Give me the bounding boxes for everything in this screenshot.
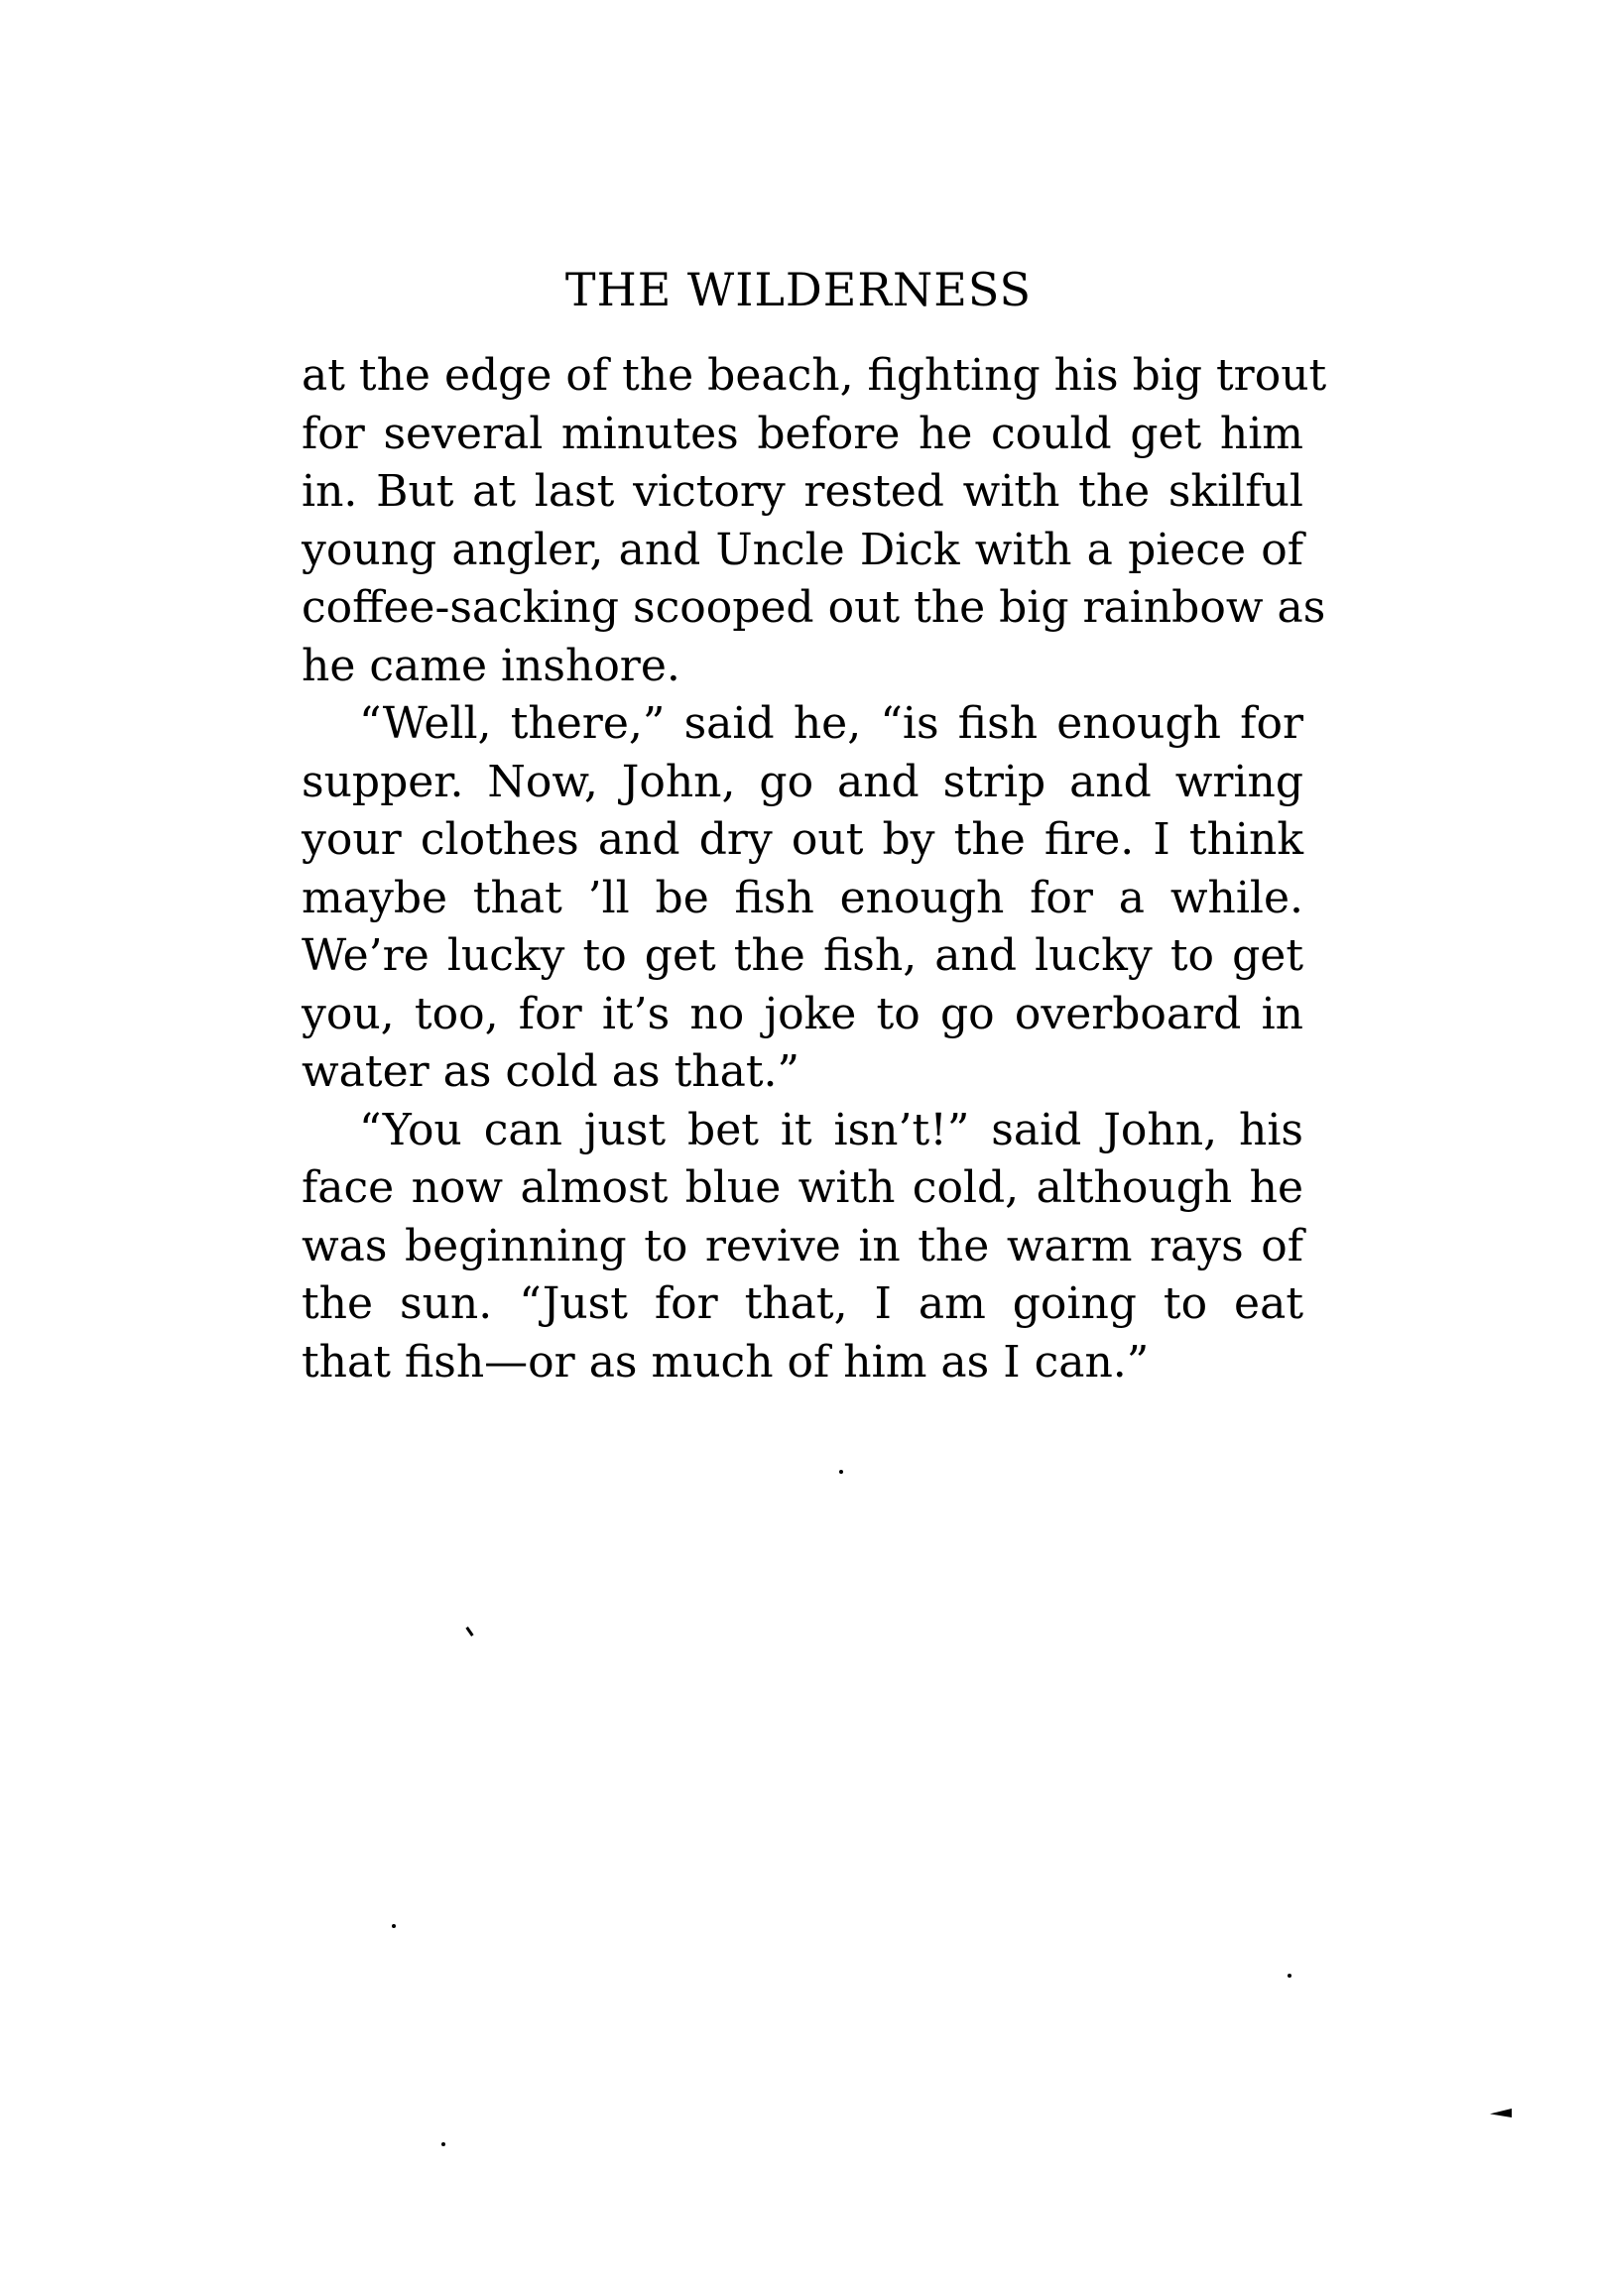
text-line: your clothes and dry out by the fire. I think: [302, 814, 1303, 865]
text-line: in. But at last victory rested with the skilful: [302, 466, 1303, 517]
scan-speck: [441, 2142, 445, 2146]
text-line: water as cold as that.”: [302, 1046, 800, 1097]
running-head: THE WILDERNESS: [564, 263, 1033, 316]
text-line: coffee-sacking scooped out the big rainbow as: [302, 582, 1326, 633]
text-line: the sun. “Just for that, I am going to eat: [302, 1278, 1303, 1329]
scan-speck: [392, 1924, 396, 1928]
scan-mark: [1490, 2109, 1512, 2117]
text-line: was beginning to revive in the warm rays of: [302, 1220, 1303, 1271]
text-line: you, too, for it’s no joke to go overboard in: [302, 988, 1303, 1039]
scan-speck: [839, 1470, 843, 1474]
text-line: face now almost blue with cold, although he: [302, 1162, 1303, 1213]
text-line: “You can just bet it isn’t!” said John, his: [359, 1104, 1303, 1155]
text-line: “Well, there,” said he, “is fish enough for: [359, 698, 1303, 749]
scan-speck: [1288, 1974, 1291, 1978]
text-line: that fish—or as much of him as I can.”: [302, 1336, 1150, 1388]
text-line: We’re lucky to get the fish, and lucky to get: [302, 930, 1303, 981]
scan-speck: [465, 1627, 473, 1636]
paragraph-1: [302, 347, 1327, 695]
body-text: [302, 347, 1327, 1391]
text-line: for several minutes before he could get him: [302, 408, 1303, 459]
text-line: he came inshore.: [302, 640, 680, 691]
paragraph-2: [302, 695, 1303, 1102]
text-line: supper. Now, John, go and strip and wring: [302, 756, 1303, 807]
text-line: maybe that ’ll be fish enough for a while.: [302, 872, 1303, 923]
paragraph-3: [302, 1102, 1303, 1392]
text-line: young angler, and Uncle Dick with a piece of: [302, 524, 1303, 575]
text-line: at the edge of the beach, fighting his big trout: [302, 350, 1327, 401]
